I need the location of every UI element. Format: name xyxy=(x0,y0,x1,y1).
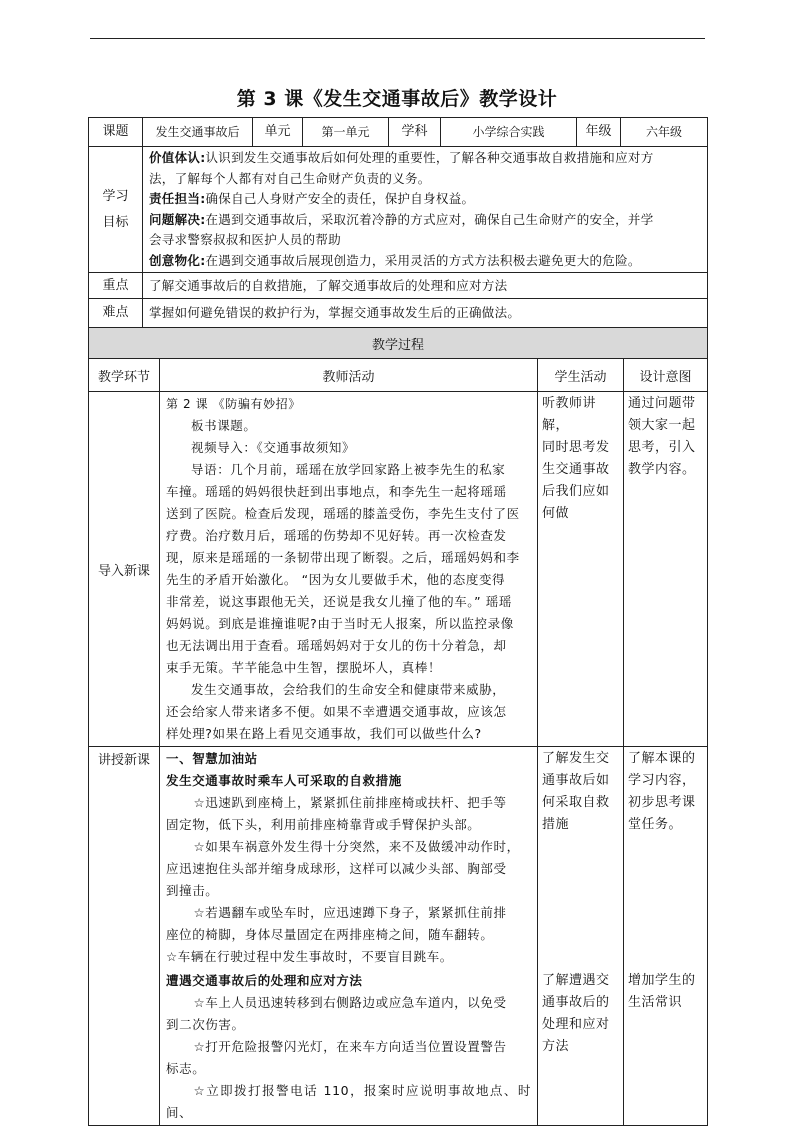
objective-problem-solving xyxy=(149,210,701,231)
design-line: 思考，引入 xyxy=(628,440,696,455)
student-line: 了解遭遇交 xyxy=(542,973,610,988)
design-line: 领大家一起 xyxy=(628,418,696,433)
objective-key: 责任担当: xyxy=(149,191,206,206)
student-line: 方法 xyxy=(542,1039,570,1054)
objective-text: 在遇到交通事故后展现创造力，采用灵活的方式方法积极去避免更大的危险。 xyxy=(205,252,641,268)
student-activity-intro xyxy=(538,392,624,747)
teacher-line: 应迅速抱住头部并缩身成球形，这样可以减少头部、胸部受 xyxy=(166,861,507,876)
teacher-line: 固定物，低下头，利用前排座椅靠背或手臂保护头部。 xyxy=(166,817,481,832)
topic-label: 课题 xyxy=(89,118,143,147)
teacher-line: 视频导入：《交通事故须知》 xyxy=(191,440,356,455)
objectives-cell xyxy=(143,147,708,273)
objectives-label-line-2: 目标 xyxy=(102,214,129,230)
header-teacher: 教师活动 xyxy=(160,359,538,392)
teacher-activity-lecture-1 xyxy=(160,747,538,970)
teacher-line: 现，原来是瑶瑶的一条韧带出现了断裂。之后，瑶瑶妈妈和李 xyxy=(166,550,520,565)
unit-value: 第一单元 xyxy=(303,118,389,147)
student-line: 处理和应对 xyxy=(542,1017,610,1032)
student-line: 生交通事故 xyxy=(542,462,610,477)
teacher-line: ☆迅速趴到座椅上，紧紧抓住前排座椅或扶杆、把手等 xyxy=(193,795,507,810)
student-line: 何做 xyxy=(542,506,570,521)
subsection-heading: 发生交通事故时乘车人可采取的自救措施 xyxy=(166,773,402,788)
difficulties-label: 难点 xyxy=(89,299,143,328)
teacher-line: 座位的椅脚，身体尽量固定在两排座椅之间，随车翻转。 xyxy=(166,927,494,942)
design-line: 初步思考课 xyxy=(628,795,696,810)
objective-key: 价值体认: xyxy=(149,150,206,165)
teacher-line: ☆打开危险报警闪光灯，在来车方向适当位置设置警告 xyxy=(193,1039,507,1054)
grade-label: 年级 xyxy=(577,118,621,147)
objective-key: 创意物化: xyxy=(149,252,206,268)
objective-responsibility xyxy=(149,189,701,210)
teacher-line: 到二次伤害。 xyxy=(166,1017,245,1032)
teacher-line: 先生的矛盾开始激化。 “因为女儿要做手术，他的态度变得 xyxy=(166,572,506,587)
teacher-line: 第 2 课 《防骗有妙招》 xyxy=(166,397,301,411)
teacher-line: 束手无策。芊芊能急中生智，摆脱坏人，真棒！ xyxy=(166,660,442,675)
teacher-line: 板书课题。 xyxy=(191,418,257,433)
student-activity-lecture-1 xyxy=(538,747,624,970)
teacher-line: 车撞。瑶瑶的妈妈很快赶到出事地点，和李先生一起将瑶瑶 xyxy=(166,484,507,499)
objective-creativity xyxy=(149,251,701,272)
student-activity-lecture-2 xyxy=(538,969,624,1126)
teacher-line: 发生交通事故，会给我们的生命安全和健康带来威胁， xyxy=(191,682,506,697)
unit-label: 单元 xyxy=(253,118,303,147)
objectives-label-line-1: 学习 xyxy=(102,188,129,204)
subsection-heading: 遭遇交通事故后的处理和应对方法 xyxy=(166,973,363,988)
student-line: 听教师讲解， xyxy=(542,396,597,433)
teaching-process-table xyxy=(88,327,708,1126)
student-line: 通事故后如 xyxy=(542,773,610,788)
design-line: 生活常识 xyxy=(628,995,683,1010)
header-student: 学生活动 xyxy=(538,359,624,392)
student-line: 通事故后的 xyxy=(542,995,610,1010)
teacher-line: 妈妈说。到底是谁撞谁呢?由于当时无人报案，所以监控录像 xyxy=(166,616,514,631)
objectives-label xyxy=(89,147,143,273)
teacher-line: 送到了医院。检查后发现，瑶瑶的膝盖受伤，李先生支付了医 xyxy=(166,506,520,521)
key-points-label: 重点 xyxy=(89,273,143,299)
stage-intro: 导入新课 xyxy=(89,392,160,747)
objective-text: 确保自己人身财产安全的责任，保护自身权益。 xyxy=(205,191,475,206)
design-line: 学习内容， xyxy=(628,773,696,788)
design-line: 堂任务。 xyxy=(628,817,683,832)
design-intent-intro xyxy=(624,392,708,747)
topic-value: 发生交通事故后 xyxy=(143,118,253,147)
header-stage: 教学环节 xyxy=(89,359,160,392)
key-points-value: 了解交通事故后的自救措施，了解交通事故后的处理和应对方法 xyxy=(143,273,708,299)
process-banner: 教学过程 xyxy=(89,328,708,359)
teacher-line: ☆若遇翻车或坠车时，应迅速蹲下身子，紧紧抓住前排 xyxy=(193,905,507,920)
teacher-line: 也无法调出用于查看。瑶瑶妈妈对于女儿的伤十分着急，却 xyxy=(166,638,507,653)
teacher-activity-lecture-2 xyxy=(160,969,538,1126)
teacher-line: ☆车上人员迅速转移到右侧路边或应急车道内，以免受 xyxy=(193,995,507,1010)
header-design: 设计意图 xyxy=(624,359,708,392)
objective-text: 认识到发生交通事故后如何处理的重要性，了解各种交通事故自救措施和应对方 xyxy=(205,150,654,165)
student-line: 后我们应如 xyxy=(542,484,610,499)
objective-value xyxy=(149,148,701,169)
teacher-line: 疗费。治疗数月后，瑶瑶的伤势却不见好转。再一次检查发 xyxy=(166,528,507,543)
design-line: 教学内容。 xyxy=(628,462,696,477)
design-intent-lecture-1 xyxy=(624,747,708,970)
objective-problem-solving-cont: 会寻求警察叔叔和医护人员的帮助 xyxy=(149,232,342,247)
student-line: 何采取自救 xyxy=(542,795,610,810)
student-line: 同时思考发 xyxy=(542,440,610,455)
teacher-line: 还会给家人带来诸多不便。如果不幸遭遇交通事故，应该怎 xyxy=(166,704,507,719)
design-line: 了解本课的 xyxy=(628,751,696,766)
teacher-line: 到撞击。 xyxy=(166,883,219,898)
grade-value: 六年级 xyxy=(621,118,708,147)
document-title: 第 3 课《发生交通事故后》教学设计 xyxy=(236,88,558,110)
teacher-line: 导语：几个月前，瑶瑶在放学回家路上被李先生的私家 xyxy=(191,462,506,477)
header-rule xyxy=(90,38,705,39)
student-line: 了解发生交 xyxy=(542,751,610,766)
objective-key: 问题解决: xyxy=(149,211,206,227)
difficulties-value: 掌握如何避免错误的救护行为，掌握交通事故发生后的正确做法。 xyxy=(143,299,708,328)
subject-value: 小学综合实践 xyxy=(441,118,577,147)
design-line: 通过问题带 xyxy=(628,396,696,411)
subject-label: 学科 xyxy=(389,118,441,147)
teacher-line: ☆如果车祸意外发生得十分突然，来不及做缓冲动作时， xyxy=(193,839,520,854)
teacher-line: 标志。 xyxy=(166,1061,206,1076)
teacher-line: ☆车辆在行驶过程中发生事故时，不要盲目跳车。 xyxy=(166,949,453,964)
teacher-line: 样处理?如果在路上看见交通事故，我们可以做些什么? xyxy=(166,726,482,741)
section-heading: 一、智慧加油站 xyxy=(166,751,258,766)
stage-lecture: 讲授新课 xyxy=(89,747,160,1126)
objective-value-cont: 法，了解每个人都有对自己生命财产负责的义务。 xyxy=(149,170,431,186)
design-intent-lecture-2 xyxy=(624,969,708,1126)
teacher-activity-intro xyxy=(160,392,538,747)
objective-text: 在遇到交通事故后，采取沉着冷静的方式应对，确保自己生命财产的安全，并学 xyxy=(205,211,654,227)
lesson-info-table xyxy=(88,117,708,328)
teacher-line: ☆立即拨打报警电话 110，报案时应说明事故地点、时间、 xyxy=(166,1083,531,1120)
design-line: 增加学生的 xyxy=(628,973,696,988)
student-line: 措施 xyxy=(542,817,570,832)
teacher-line: 非常差，说这事跟他无关，还说是我女儿撞了他的车。” 瑶瑶 xyxy=(166,594,513,609)
